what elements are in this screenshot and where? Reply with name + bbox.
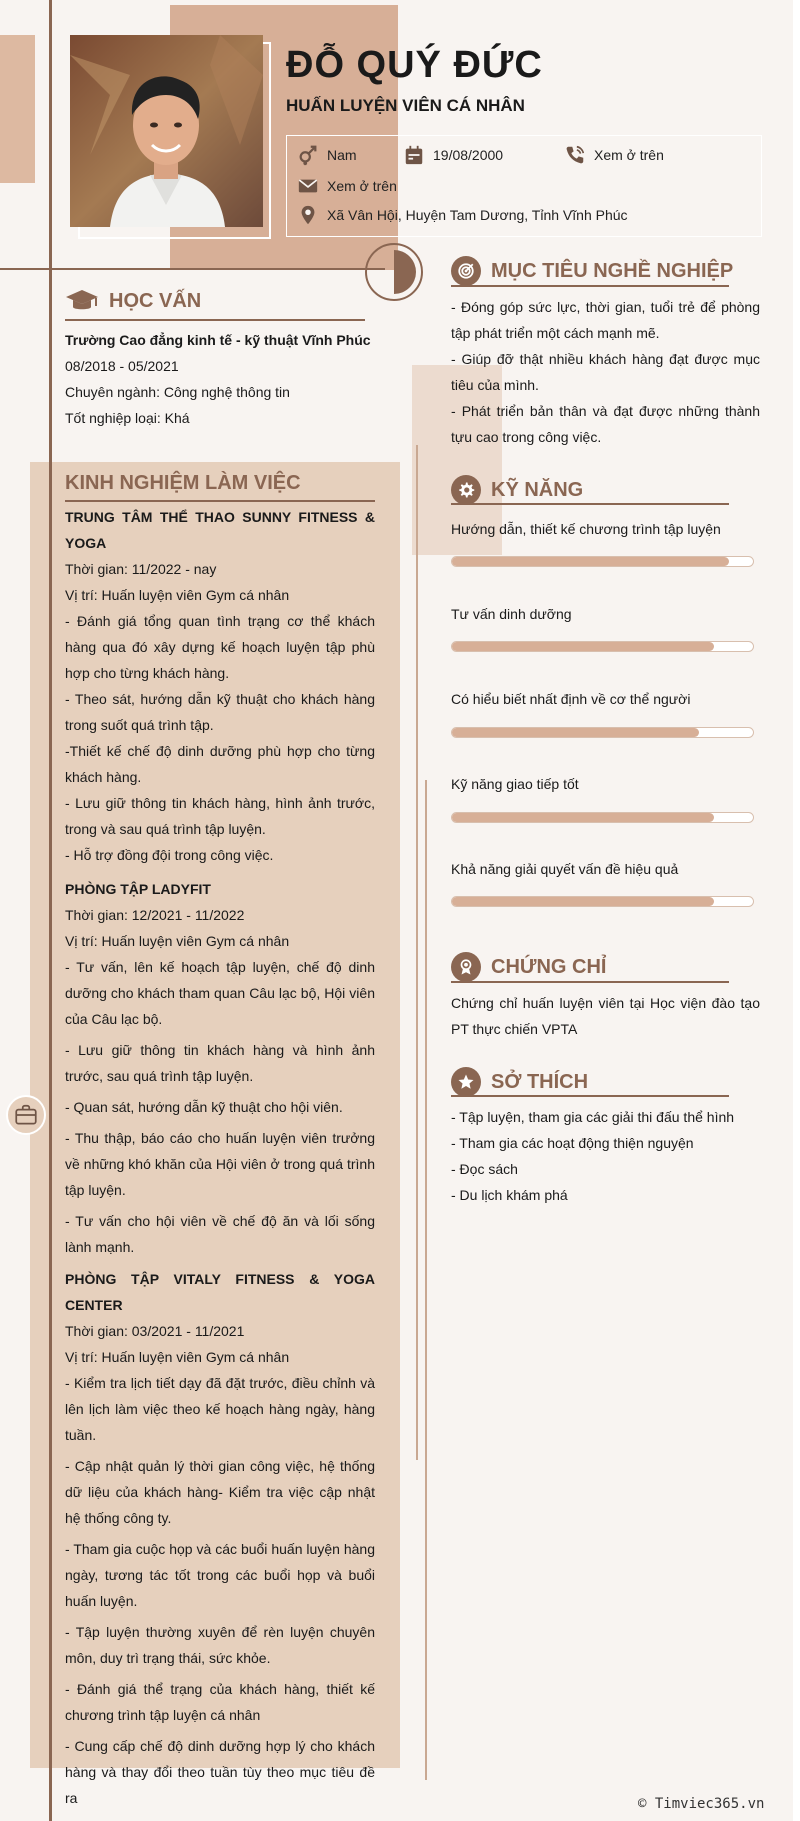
- contact-gender: [297, 144, 357, 166]
- job-duty: -Thiết kế chế độ dinh dưỡng phù hợp cho từng khách hàng.: [65, 743, 375, 785]
- avatar: [70, 35, 263, 227]
- skill-bar: [451, 812, 754, 823]
- job-title: HUẤN LUYỆN VIÊN CÁ NHÂN: [286, 96, 525, 115]
- objective-title-text: MỤC TIÊU NGHỀ NGHIỆP: [491, 259, 734, 282]
- gender-icon: [297, 144, 319, 166]
- skill-bar-fill: [452, 557, 729, 566]
- hobbies-title: [451, 1067, 588, 1097]
- job-duty: - Đánh giá thể trạng của khách hàng, thiết kế chương trình tập luyện cá nhân: [65, 1681, 375, 1723]
- education-underline: [65, 319, 365, 321]
- job-duty: - Hỗ trợ đồng đội trong công việc.: [65, 847, 274, 863]
- experience-job-3: [65, 1266, 375, 1811]
- certificate-text: Chứng chỉ huấn luyện viên tại Học viện đào tạo PT thực chiến VPTA: [451, 995, 760, 1037]
- education-major: Chuyên ngành: Công nghệ thông tin: [65, 384, 290, 400]
- watermark: © Timviec365.vn: [638, 1796, 765, 1812]
- skills-title: [451, 475, 583, 505]
- skill-label: Khả năng giải quyết vấn đề hiệu quả: [451, 861, 679, 877]
- job-duty: - Quan sát, hướng dẫn kỹ thuật cho hội viên.: [65, 1099, 343, 1115]
- objective-item: - Giúp đỡ thật nhiều khách hàng đạt được mục tiêu của mình.: [451, 351, 760, 393]
- experience-title: [65, 472, 301, 495]
- header-divider: [0, 268, 385, 270]
- job-duty: - Tư vấn cho hội viên về chế độ ăn và lối sống lành mạnh.: [65, 1213, 375, 1255]
- skills-underline: [451, 503, 729, 505]
- hobby-item: - Đọc sách: [451, 1161, 518, 1177]
- job-duty: - Lưu giữ thông tin khách hàng và hình ảnh trước, sau quá trình tập luyện.: [65, 1042, 375, 1084]
- experience-title-text: KINH NGHIỆM LÀM VIỆC: [65, 472, 301, 494]
- job-duty: - Tham gia cuộc họp và các buổi huấn luyện hàng ngày, tương tác tốt trong các buổi họp và buổi huấn luyện.: [65, 1541, 375, 1609]
- contact-birthday: [403, 144, 503, 166]
- education-grade: Tốt nghiệp loại: Khá: [65, 410, 190, 426]
- job-time: Thời gian: 12/2021 - 11/2022: [65, 907, 245, 923]
- profile-photo: [70, 35, 263, 227]
- decor-block-left: [0, 35, 35, 183]
- hobbies-underline: [451, 1095, 729, 1097]
- email-icon: [297, 175, 319, 197]
- email-value: Xem ở trên: [327, 178, 397, 194]
- objective-underline: [451, 285, 729, 287]
- objective-list: [451, 294, 760, 450]
- job-duty: - Cung cấp chế độ dinh dưỡng hợp lý cho khách hàng và thay đổi theo tuần tùy theo mục tiêu đề ra: [65, 1738, 375, 1806]
- address-value: Xã Vân Hội, Huyện Tam Dương, Tỉnh Vĩnh Phúc: [327, 207, 628, 223]
- job-position: Vị trí: Huấn luyện viên Gym cá nhân: [65, 587, 290, 603]
- birthday-value: 19/08/2000: [433, 147, 504, 163]
- job-company: PHÒNG TẬP VITALY FITNESS & YOGA CENTER: [65, 1271, 375, 1313]
- job-duty: - Thu thập, báo cáo cho huấn luyện viên trưởng về những khó khăn của Hội viên ở trong quá trình tập luyện.: [65, 1130, 375, 1198]
- target-icon: [451, 256, 481, 286]
- contact-address: [297, 204, 628, 226]
- decor-line-right-2: [425, 780, 427, 1780]
- job-time: Thời gian: 03/2021 - 11/2021: [65, 1323, 245, 1339]
- location-pin-icon: [297, 204, 319, 226]
- hobbies-title-text: SỞ THÍCH: [491, 1070, 589, 1093]
- hobby-item: - Du lịch khám phá: [451, 1187, 568, 1203]
- job-time: Thời gian: 11/2022 - nay: [65, 561, 217, 577]
- certificates-title: [451, 952, 606, 982]
- education-title-text: HỌC VẤN: [109, 289, 202, 312]
- objective-item: - Đóng góp sức lực, thời gian, tuổi trẻ để phòng tập phát triển một cách mạnh mẽ.: [451, 299, 760, 341]
- job-duty: - Đánh giá tổng quan tình trạng cơ thể khách hàng qua đó xây dựng kế hoạch luyện tập phù hợp cho từng khách hàng.: [65, 613, 375, 681]
- briefcase-icon: [13, 1102, 39, 1128]
- job-duty: - Tập luyện thường xuyên để rèn luyện chuyên môn, duy trì trạng thái, sức khỏe.: [65, 1624, 375, 1666]
- skill-bar: [451, 727, 754, 738]
- skill-bar-fill: [452, 897, 714, 906]
- job-company: TRUNG TÂM THỂ THAO SUNNY FITNESS & YOGA: [65, 509, 375, 551]
- certificates-title-text: CHỨNG CHỈ: [491, 955, 607, 978]
- skill-label: Tư vấn dinh dưỡng: [451, 606, 572, 622]
- certificates-underline: [451, 981, 729, 983]
- phone-value: Xem ở trên: [594, 147, 664, 163]
- candidate-name: ĐỖ QUÝ ĐỨC: [286, 44, 543, 86]
- skill-bar-fill: [452, 728, 699, 737]
- skill-bar: [451, 896, 754, 907]
- skill-label: Kỹ năng giao tiếp tốt: [451, 776, 579, 792]
- job-duty: - Kiểm tra lịch tiết dạy đã đặt trước, điều chỉnh và lên lịch làm việc theo kế hoạch hàng ngày, hàng tuần.: [65, 1375, 375, 1443]
- gear-icon: [451, 475, 481, 505]
- skill-bar: [451, 556, 754, 567]
- hobby-item: - Tham gia các hoạt động thiện nguyện: [451, 1135, 694, 1151]
- skills-title-text: KỸ NĂNG: [491, 478, 584, 501]
- decor-line-right: [416, 445, 418, 1460]
- hobbies-list: [451, 1104, 760, 1208]
- experience-job-1: [65, 504, 375, 868]
- objective-title: [451, 256, 733, 286]
- calendar-icon: [403, 144, 425, 166]
- job-company: PHÒNG TẬP LADYFIT: [65, 881, 211, 897]
- skill-bar-fill: [452, 642, 714, 651]
- job-position: Vị trí: Huấn luyện viên Gym cá nhân: [65, 1349, 290, 1365]
- experience-job-2: [65, 876, 375, 1260]
- education-period: 08/2018 - 05/2021: [65, 358, 179, 374]
- contact-email: [297, 175, 397, 197]
- education-school: Trường Cao đẳng kinh tế - kỹ thuật Vĩnh Phúc: [65, 332, 371, 348]
- education-title: [65, 288, 201, 314]
- objective-item: - Phát triển bản thân và đạt được những thành tựu cao trong công việc.: [451, 403, 760, 445]
- award-icon: [451, 952, 481, 982]
- job-duty: - Tư vấn, lên kế hoạch tập luyện, chế độ dinh dưỡng cho khách tham quan Câu lạc bộ, Hội viên của Câu lạc bộ.: [65, 959, 375, 1027]
- skill-label: Có hiểu biết nhất định về cơ thể người: [451, 691, 691, 707]
- job-duty: - Lưu giữ thông tin khách hàng, hình ảnh trước, trong và sau quá trình tập luyện.: [65, 795, 375, 837]
- phone-icon: [564, 144, 586, 166]
- timeline-line: [49, 0, 52, 1821]
- decor-half-circle: [372, 250, 416, 294]
- skill-bar-fill: [452, 813, 714, 822]
- hobby-item: - Tập luyện, tham gia các giải thi đấu thể hình: [451, 1109, 735, 1125]
- contact-phone: [564, 144, 664, 166]
- job-duty: - Theo sát, hướng dẫn kỹ thuật cho khách hàng trong suốt quá trình tập.: [65, 691, 375, 733]
- job-duty: - Cập nhật quản lý thời gian công việc, hệ thống dữ liệu của khách hàng- Kiểm tra việc cập nhật hệ thống công ty.: [65, 1458, 375, 1526]
- experience-badge: [6, 1095, 46, 1135]
- graduation-cap-icon: [65, 288, 99, 314]
- skill-bar: [451, 641, 754, 652]
- star-icon: [451, 1067, 481, 1097]
- gender-value: Nam: [327, 147, 357, 163]
- experience-underline: [65, 500, 375, 502]
- job-position: Vị trí: Huấn luyện viên Gym cá nhân: [65, 933, 290, 949]
- skill-label: Hướng dẫn, thiết kế chương trình tập luyện: [451, 521, 721, 537]
